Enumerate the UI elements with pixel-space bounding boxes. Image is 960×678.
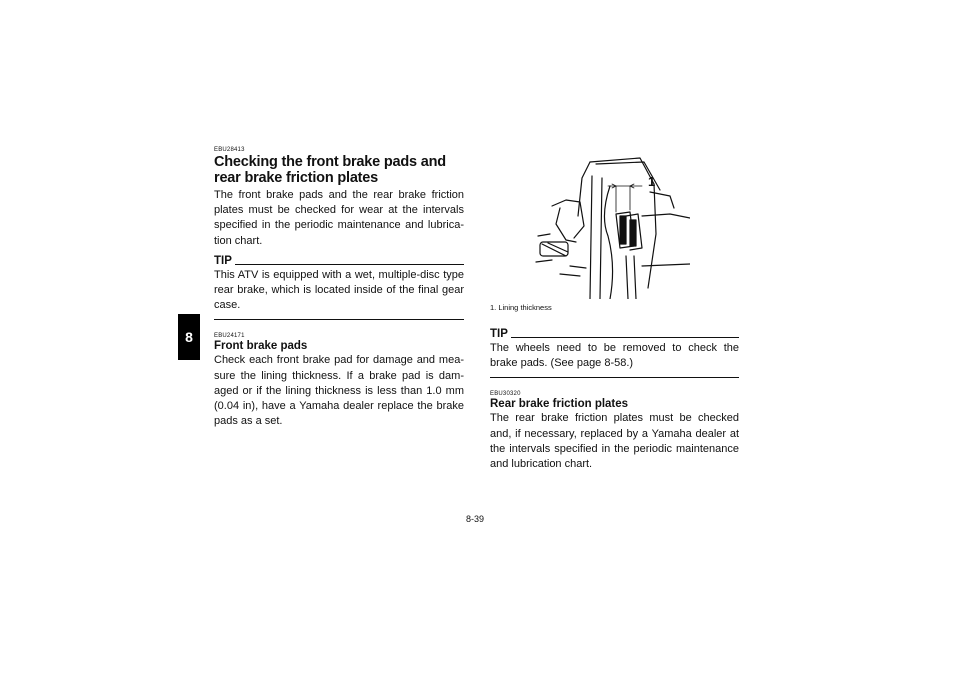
section-code: EBU24171 bbox=[214, 333, 245, 340]
subsection-heading: Rear brake friction plates bbox=[490, 398, 629, 411]
tip-text: This ATV is equipped with a wet, multiple-disc type rear brake, which is located inside of the final gear case. bbox=[214, 268, 464, 312]
section-code: EBU30320 bbox=[490, 391, 521, 398]
page-number: 8-39 bbox=[466, 514, 485, 524]
tip-label: TIP bbox=[214, 254, 232, 267]
right-column bbox=[490, 328, 739, 472]
tip-rule bbox=[235, 264, 464, 265]
section-code: EBU28413 bbox=[214, 147, 245, 153]
tip-label: TIP bbox=[490, 328, 508, 340]
front-pads-paragraph: Check each front brake pad for damage and mea-sure the lining thickness. If a brake pad is dam-aged or if the lining thickness is less than 1.0 mm (0.04 in), have a Yamaha dealer replace the brake pads as a set. bbox=[214, 354, 464, 428]
tip-rule bbox=[511, 337, 739, 338]
figure-caption: 1. Lining thickness bbox=[490, 303, 552, 312]
brake-pad-drawing bbox=[530, 156, 690, 299]
tip-end-rule bbox=[490, 377, 739, 378]
tip-text: The wheels need to be removed to check the brake pads. (See page 8-58.) bbox=[490, 342, 739, 370]
tip-header bbox=[214, 255, 464, 268]
tip-header bbox=[490, 328, 739, 341]
intro-paragraph: The front brake pads and the rear brake friction plates must be checked for wear at the intervals specified in the periodic maintenance and lubrica-tion chart. bbox=[214, 189, 464, 247]
section-heading: Checking the front brake pads and rear brake friction plates bbox=[214, 154, 446, 186]
brake-pad-illustration bbox=[530, 156, 690, 299]
subsection-heading: Front brake pads bbox=[214, 340, 308, 353]
chapter-tab: 8 bbox=[178, 314, 200, 360]
callout-number: 1 bbox=[648, 174, 656, 189]
left-column bbox=[214, 146, 464, 429]
tip-end-rule bbox=[214, 319, 464, 320]
rear-plates-paragraph: The rear brake friction plates must be checked and, if necessary, replaced by a Yamaha dealer at the intervals specified in the periodic maintenance and lubrication chart. bbox=[490, 412, 739, 471]
